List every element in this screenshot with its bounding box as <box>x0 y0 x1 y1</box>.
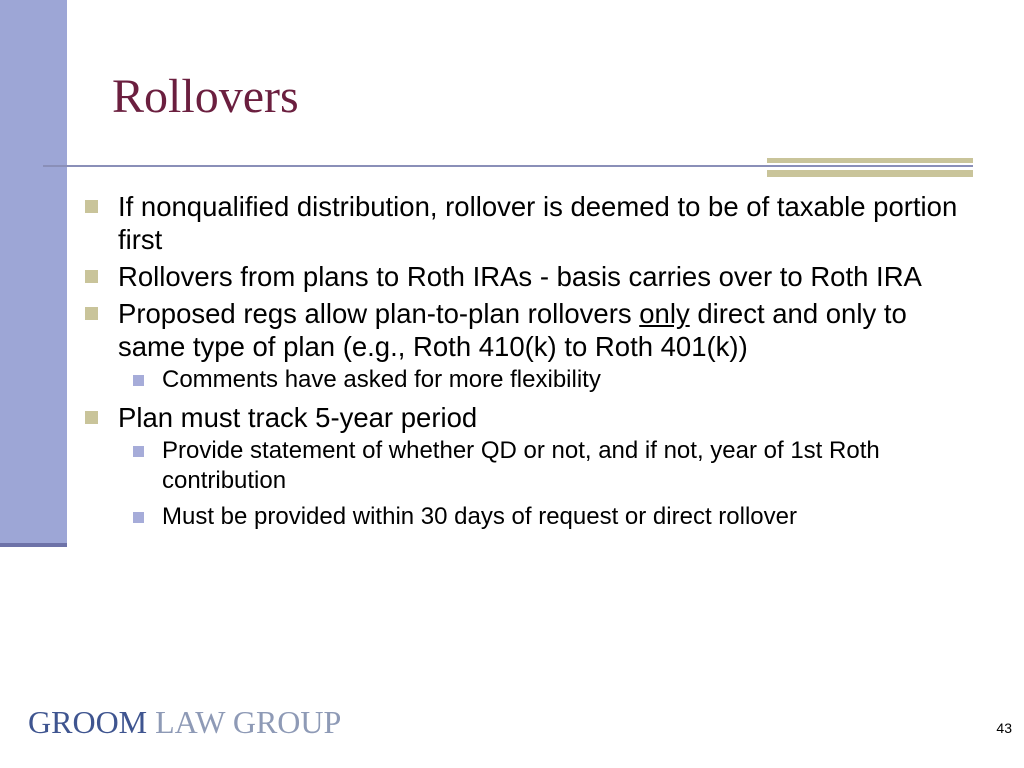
square-bullet-icon <box>85 411 98 424</box>
accent-stripes <box>767 158 973 178</box>
bullet-text-start: Proposed regs allow plan-to-plan rollovers <box>118 298 640 329</box>
sub-bullet-text: Must be provided within 30 days of request or direct rollover <box>162 503 797 530</box>
accent-stripe-top <box>767 158 973 163</box>
sub-bullet-text: Provide statement of whether QD or not, and if not, year of 1st Roth contribution <box>162 437 880 494</box>
logo-name: GROOM <box>28 704 148 740</box>
bullet-item <box>85 190 965 256</box>
sub-bullet-text: Comments have asked for more flexibility <box>162 366 601 393</box>
left-decorative-bar <box>0 0 67 546</box>
bullet-list <box>85 190 965 538</box>
sub-bullet-item <box>118 436 965 496</box>
square-sub-bullet-icon <box>133 375 144 386</box>
bullet-text: Plan must track 5-year period <box>118 402 478 433</box>
sub-bullet-item <box>118 365 965 395</box>
firm-logo <box>28 703 341 741</box>
square-sub-bullet-icon <box>133 446 144 457</box>
square-bullet-icon <box>85 200 98 213</box>
square-bullet-icon <box>85 270 98 283</box>
bullet-text: If nonqualified distribution, rollover is deemed to be of taxable portion first <box>118 191 958 255</box>
logo-suffix: LAW GROUP <box>155 704 342 740</box>
square-sub-bullet-icon <box>133 512 144 523</box>
slide-title: Rollovers <box>112 70 299 123</box>
page-number: 43 <box>996 720 1012 736</box>
bullet-item <box>85 297 965 395</box>
accent-stripe-bottom <box>767 170 973 177</box>
left-bar-edge <box>0 543 67 547</box>
bullet-text-emphasis: only <box>639 298 690 329</box>
sub-bullet-list <box>118 365 965 395</box>
sub-bullet-list <box>118 436 965 532</box>
bullet-text-end: direct and only to same type of plan (e.g., Roth 410(k) to Roth 401(k)) <box>118 298 907 362</box>
bullet-item <box>85 401 965 532</box>
sub-bullet-item <box>118 502 965 532</box>
bullet-text: Rollovers from plans to Roth IRAs - basis carries over to Roth IRA <box>118 261 922 292</box>
bullet-item <box>85 260 965 293</box>
square-bullet-icon <box>85 307 98 320</box>
